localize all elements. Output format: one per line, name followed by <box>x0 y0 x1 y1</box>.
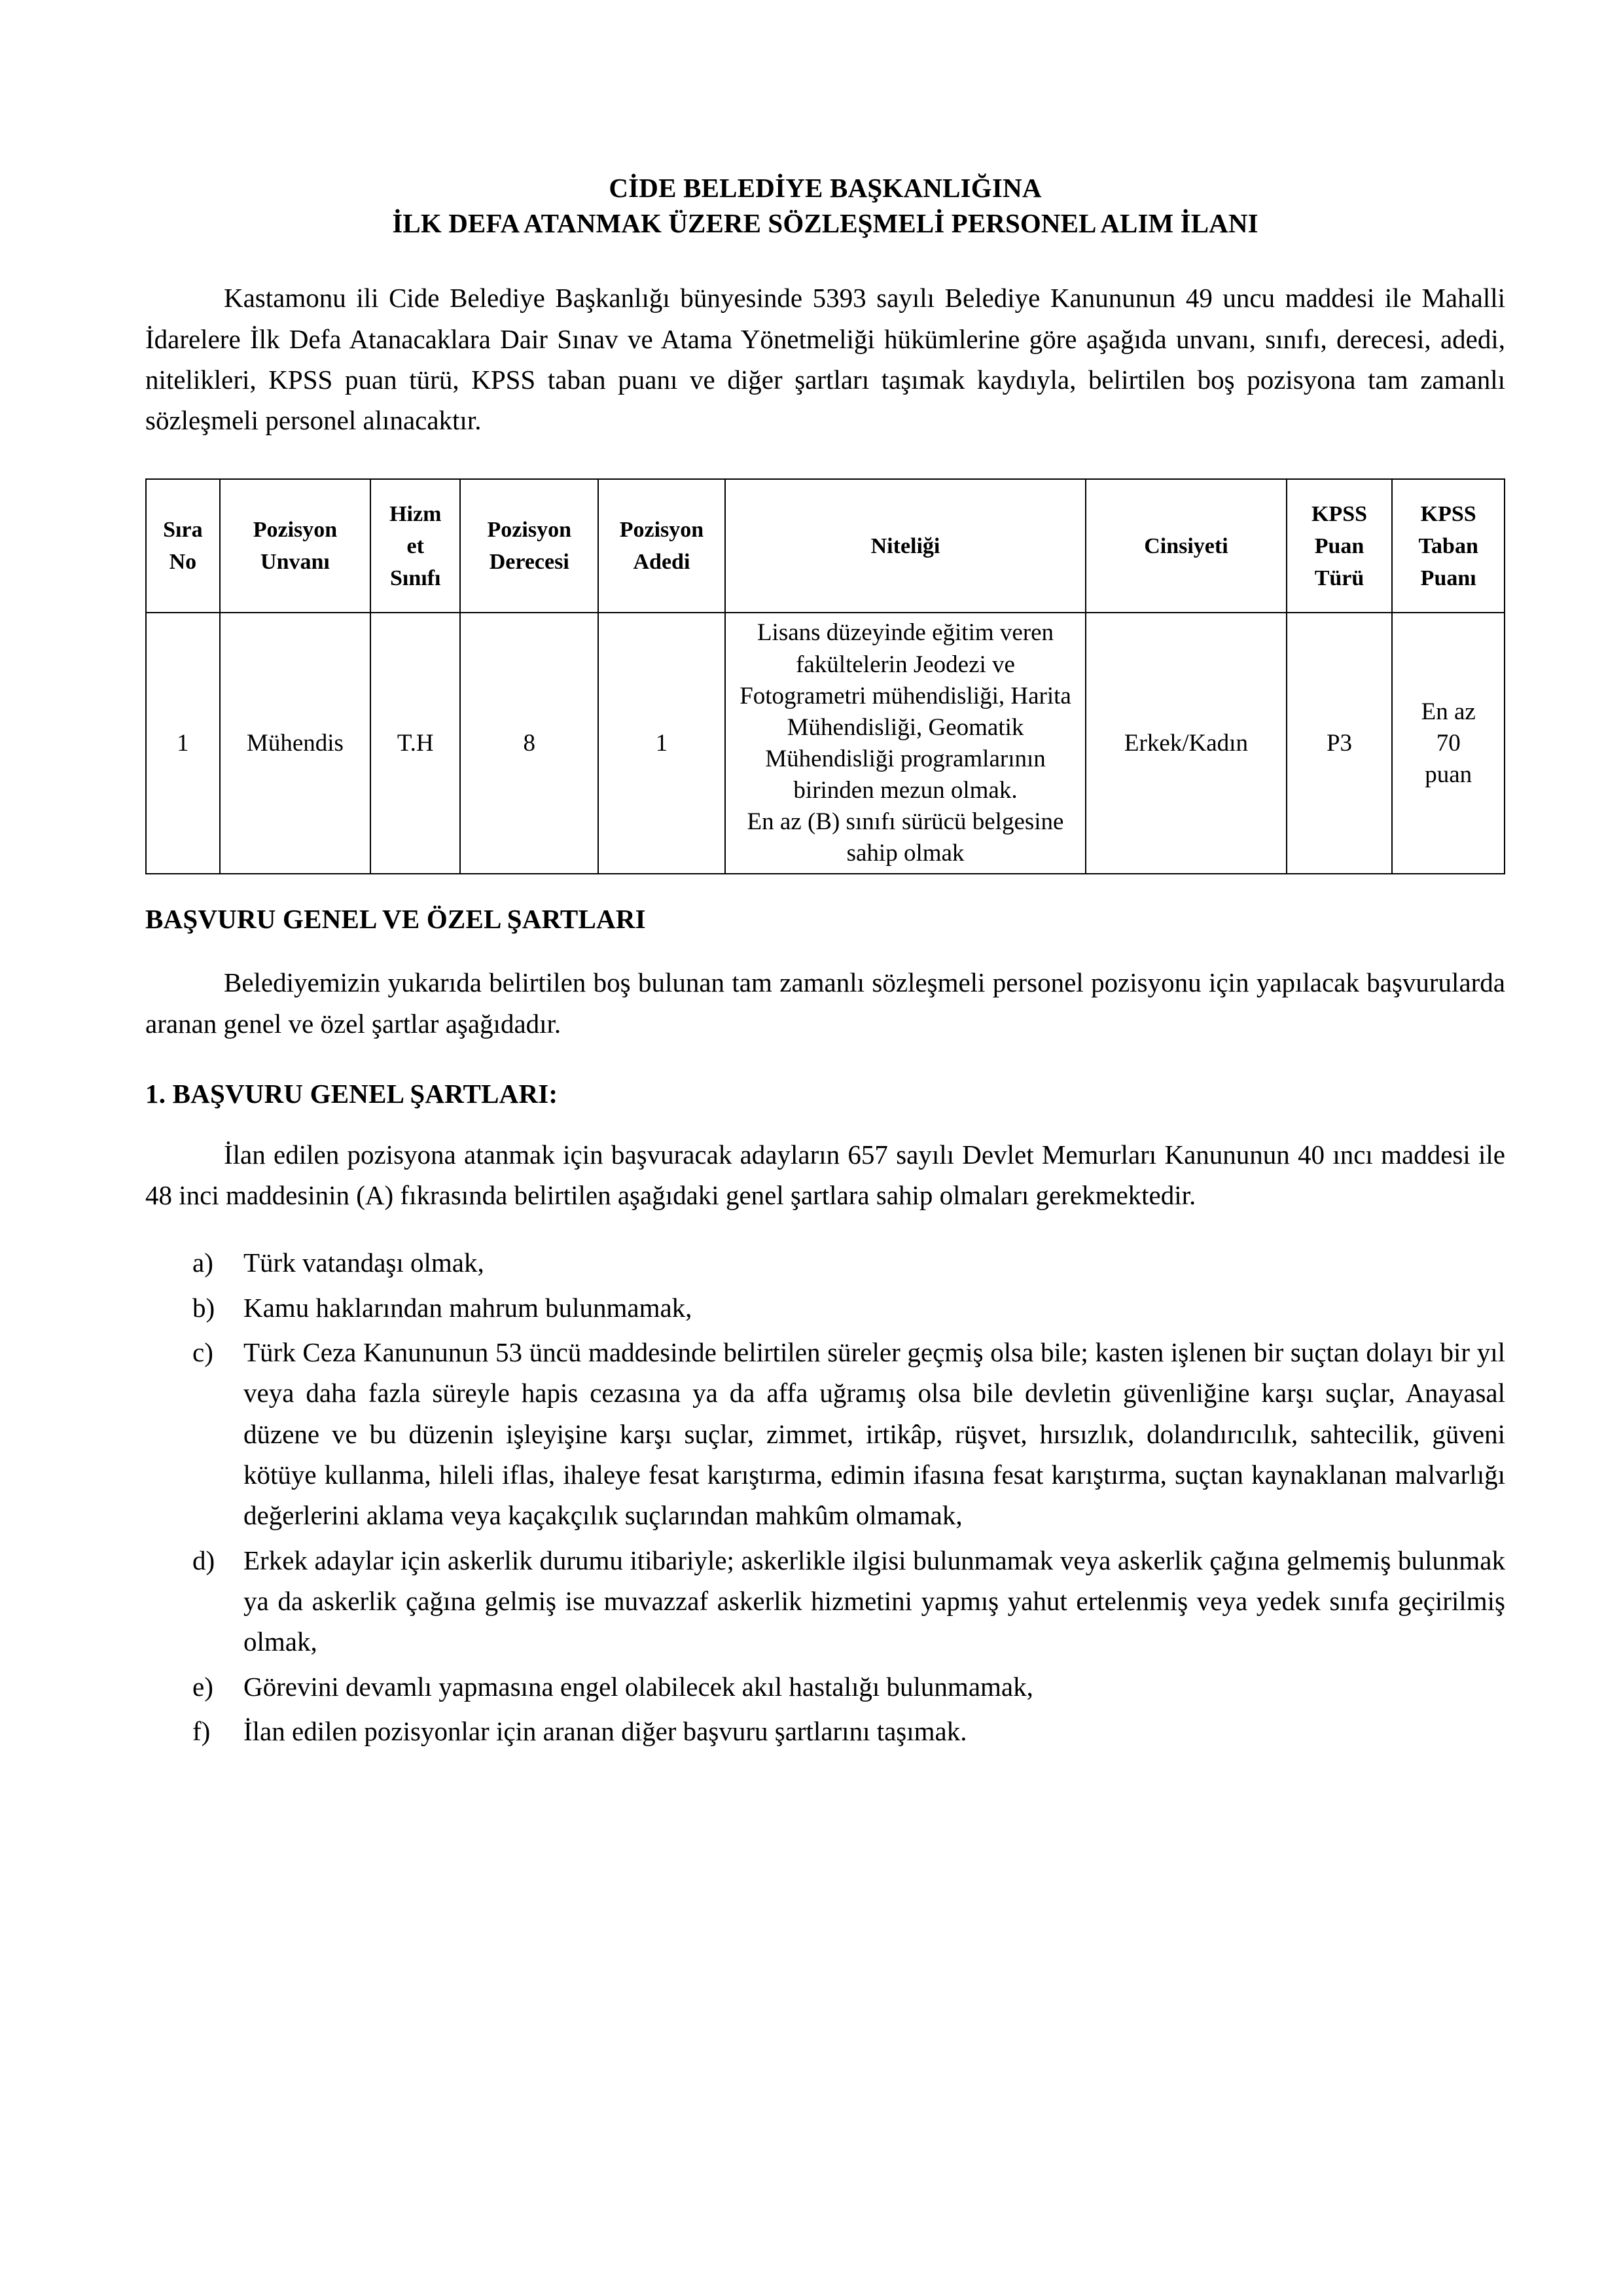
cell-pozisyon-unvani: Mühendis <box>220 613 370 874</box>
niteligi-text-secondary: En az (B) sınıfı sürücü belgesine sahip olmak <box>747 808 1064 867</box>
cell-pozisyon-derecesi: 8 <box>460 613 598 874</box>
position-table-body <box>146 613 1505 874</box>
list-item-marker: d) <box>192 1545 215 1575</box>
list-item-text: Türk Ceza Kanununun 53 üncü maddesinde belirtilen süreler geçmiş olsa bile; kasten işlenen bir suçtan dolayı bir yıl veya daha fazla süreyle hapis cezasına ya da affa uğramış olsa bile devletin güvenliğine karşı suçlar, Anayasal düzene ve bu düzenin işleyişine karşı suçlar, zimmet, irtikâp, rüşvet, hırsızlık, dolandırıcılık, sahtecilik, güveni kötüye kullanma, hileli iflas, ihaleye fesat karıştırma, edimin ifasına fesat karıştırma, suçtan kaynaklanan malvarlığı değerlerini aklama veya kaçakçılık suçlarından mahkûm olmamak, <box>243 1337 1505 1531</box>
header-pozisyon-derecesi: Pozisyon Derecesi <box>460 479 598 613</box>
section-heading-basvuru-genel-ozel: BAŞVURU GENEL VE ÖZEL ŞARTLARI <box>145 904 646 935</box>
list-item-text: Görevini devamlı yapmasına engel olabilecek akıl hastalığı bulunmamak, <box>243 1671 1033 1702</box>
document-title-line-1: CİDE BELEDİYE BAŞKANLIĞINA <box>609 173 1042 203</box>
table-row <box>146 613 1505 874</box>
list-item-marker: a) <box>192 1247 213 1278</box>
list-item-text: İlan edilen pozisyonlar için aranan diğer başvuru şartlarını taşımak. <box>243 1715 967 1746</box>
cell-kpss-taban-puani: En az 70 puan <box>1392 613 1505 874</box>
list-item-marker: e) <box>192 1671 213 1702</box>
list-item <box>145 1666 1505 1707</box>
list-item <box>145 1540 1505 1662</box>
header-kpss-puan-turu: KPSS Puan Türü <box>1287 479 1393 613</box>
paragraph-basvuru-genel-ozel: Belediyemizin yukarıda belirtilen boş bulunan tam zamanlı sözleşmeli personel pozisyonu için yapılacak başvurularda aranan genel ve özel şartlar aşağıdadır. <box>145 967 1505 1039</box>
list-item <box>145 1332 1505 1536</box>
list-item-marker: b) <box>192 1292 215 1323</box>
position-table-head <box>146 479 1505 613</box>
header-cinsiyeti: Cinsiyeti <box>1086 479 1286 613</box>
list-item-marker: c) <box>192 1337 213 1368</box>
cell-hizmet-sinifi: T.H <box>370 613 460 874</box>
cell-niteligi <box>725 613 1086 874</box>
cell-pozisyon-adedi: 1 <box>598 613 725 874</box>
list-item-text: Kamu haklarından mahrum bulunmamak, <box>243 1292 692 1323</box>
cell-sira-no: 1 <box>146 613 220 874</box>
header-hizmet-sinifi: Hizm et Sınıfı <box>370 479 460 613</box>
list-item <box>145 1287 1505 1328</box>
list-item-text: Türk vatandaşı olmak, <box>243 1247 484 1278</box>
section-heading-genel-sartlar: 1. BAŞVURU GENEL ŞARTLARI: <box>145 1078 558 1109</box>
paragraph-genel-sartlar: İlan edilen pozisyona atanmak için başvuracak adayların 657 sayılı Devlet Memurları Kanununun 40 ıncı maddesi ile 48 inci maddesinin (A) fıkrasında belirtilen aşağıdaki genel şartlara sahip olmaları gerekmektedir. <box>145 1139 1505 1211</box>
document-title-line-2: İLK DEFA ATANMAK ÜZERE SÖZLEŞMELİ PERSONEL ALIM İLANI <box>392 208 1258 239</box>
list-item <box>145 1711 1505 1751</box>
list-item-marker: f) <box>192 1715 211 1746</box>
header-pozisyon-adedi: Pozisyon Adedi <box>598 479 725 613</box>
intro-paragraph: Kastamonu ili Cide Belediye Başkanlığı bünyesinde 5393 sayılı Belediye Kanununun 49 uncu maddesi ile Mahalli İdarelere İlk Defa Atanacaklara Dair Sınav ve Atama Yönetmeliği hükümlerine göre aşağıda unvanı, sınıfı, derecesi, adedi, nitelikleri, KPSS puan türü, KPSS taban puanı ve diğer şartları taşımak kaydıyla, belirtilen boş pozisyona tam zamanlı sözleşmeli personel alınacaktır. <box>145 283 1505 436</box>
genel-sartlar-list <box>145 1242 1505 1751</box>
header-kpss-taban-puani: KPSS Taban Puanı <box>1392 479 1505 613</box>
niteligi-text-primary: Lisans düzeyinde eğitim veren fakültelerin Jeodezi ve Fotogrametri mühendisliği, Harita Mühendisliği, Geomatik Mühendisliği programlarının birinden mezun olmak. <box>740 619 1071 804</box>
list-item <box>145 1242 1505 1283</box>
header-sira-no: Sıra No <box>146 479 220 613</box>
cell-kpss-puan-turu: P3 <box>1287 613 1393 874</box>
document-title <box>145 170 1505 241</box>
table-header-row <box>146 479 1505 613</box>
cell-cinsiyeti: Erkek/Kadın <box>1086 613 1286 874</box>
position-table <box>145 478 1505 874</box>
header-pozisyon-unvani: Pozisyon Unvanı <box>220 479 370 613</box>
list-item-text: Erkek adaylar için askerlik durumu itibariyle; askerlikle ilgisi bulunmamak veya askerlik çağına gelmemiş bulunmak ya da askerlik çağına gelmiş ise muvazzaf askerlik hizmetini yapmış yahut ertelenmiş veya yedek sınıfa geçirilmiş olmak, <box>243 1545 1505 1657</box>
header-niteligi: Niteliği <box>725 479 1086 613</box>
